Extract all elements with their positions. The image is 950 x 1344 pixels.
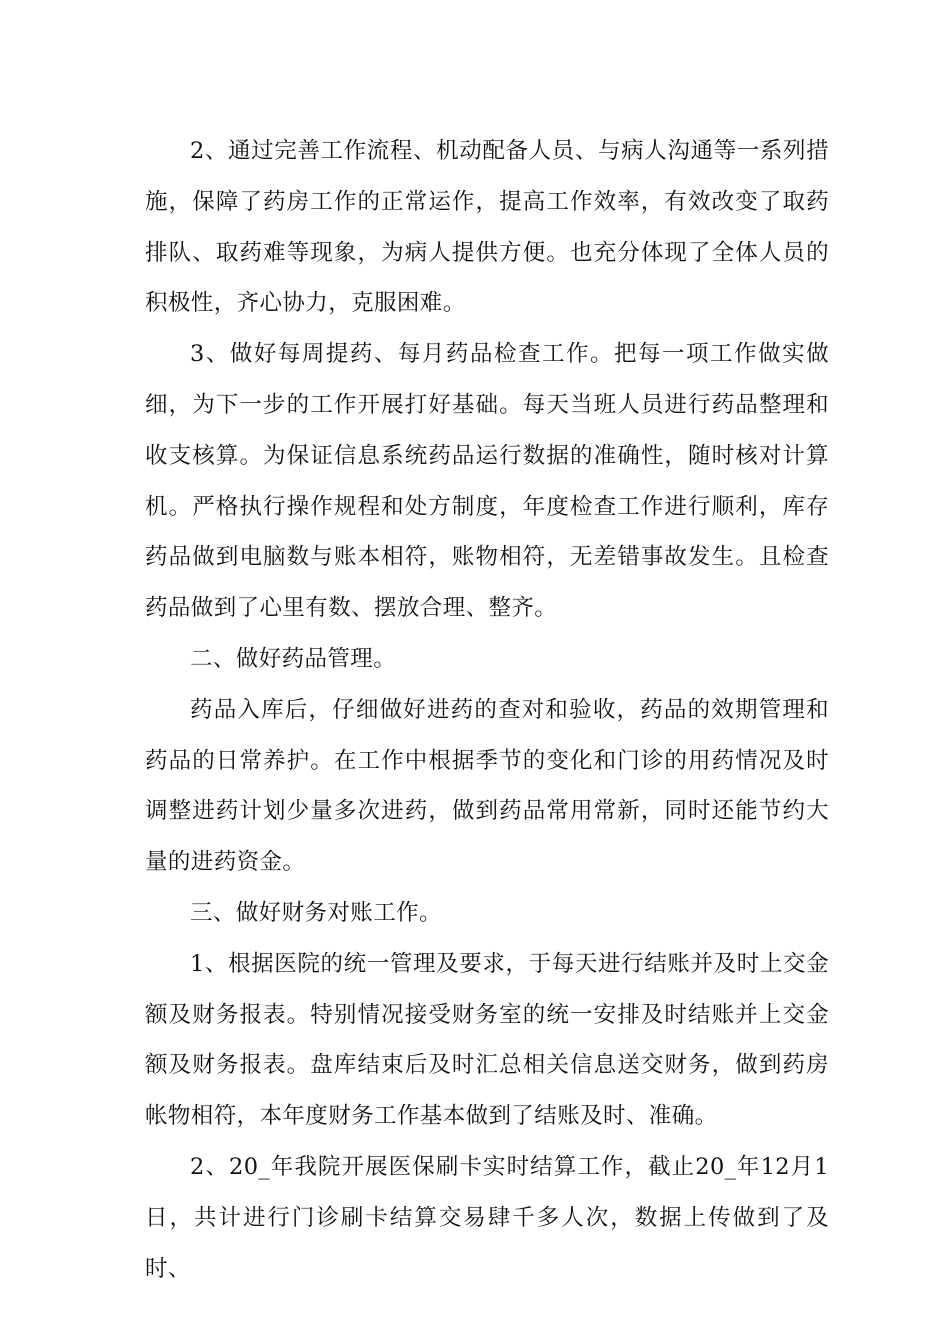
paragraph-drug-storage: 药品入库后，仔细做好进药的查对和验收，药品的效期管理和药品的日常养护。在工作中根据季节的变化和门诊的用药情况及时调整进药计划少量多次进药，做到药品常用常新，同时还能节约大量的进药资金。 — [145, 696, 829, 876]
paragraph-drug-inspection: 3、做好每周提药、每月药品检查工作。把每一项工作做实做细，为下一步的工作开展打好基础。每天当班人员进行药品整理和收支核算。为保证信息系统药品运行数据的准确性，随时核对计算机。严格执行操作规程和处方制度，年度检查工作进行顺利，库存药品做到电脑数与账本相符，账物相符，无差错事故发生。且检查药品做到了心里有数、摆放合理、整齐。 — [145, 341, 829, 622]
section-heading-finance-reconciliation: 三、做好财务对账工作。 — [190, 899, 442, 926]
paragraph-insurance-card: 2、20_年我院开展医保刷卡实时结算工作，截止20_年12月1日，共计进行门诊刷卡结算交易肆千多人次，数据上传做到了及时、 — [145, 1153, 829, 1282]
paragraph-settlement: 1、根据医院的统一管理及要求，于每天进行结账并及时上交金额及财务报表。特别情况接受财务室的统一安排及时结账并上交金额及财务报表。盘库结束后及时汇总相关信息送交财务，做到药房帐物相符，本年度财务工作基本做到了结账及时、准确。 — [145, 950, 829, 1130]
section-heading-drug-management: 二、做好药品管理。 — [190, 645, 397, 672]
paragraph-pharmacy-workflow: 2、通过完善工作流程、机动配备人员、与病人沟通等一系列措施，保障了药房工作的正常运作，提高工作效率，有效改变了取药排队、取药难等现象，为病人提供方便。也充分体现了全体人员的积极性，齐心协力，克服困难。 — [145, 138, 829, 317]
document-body — [145, 126, 829, 1294]
